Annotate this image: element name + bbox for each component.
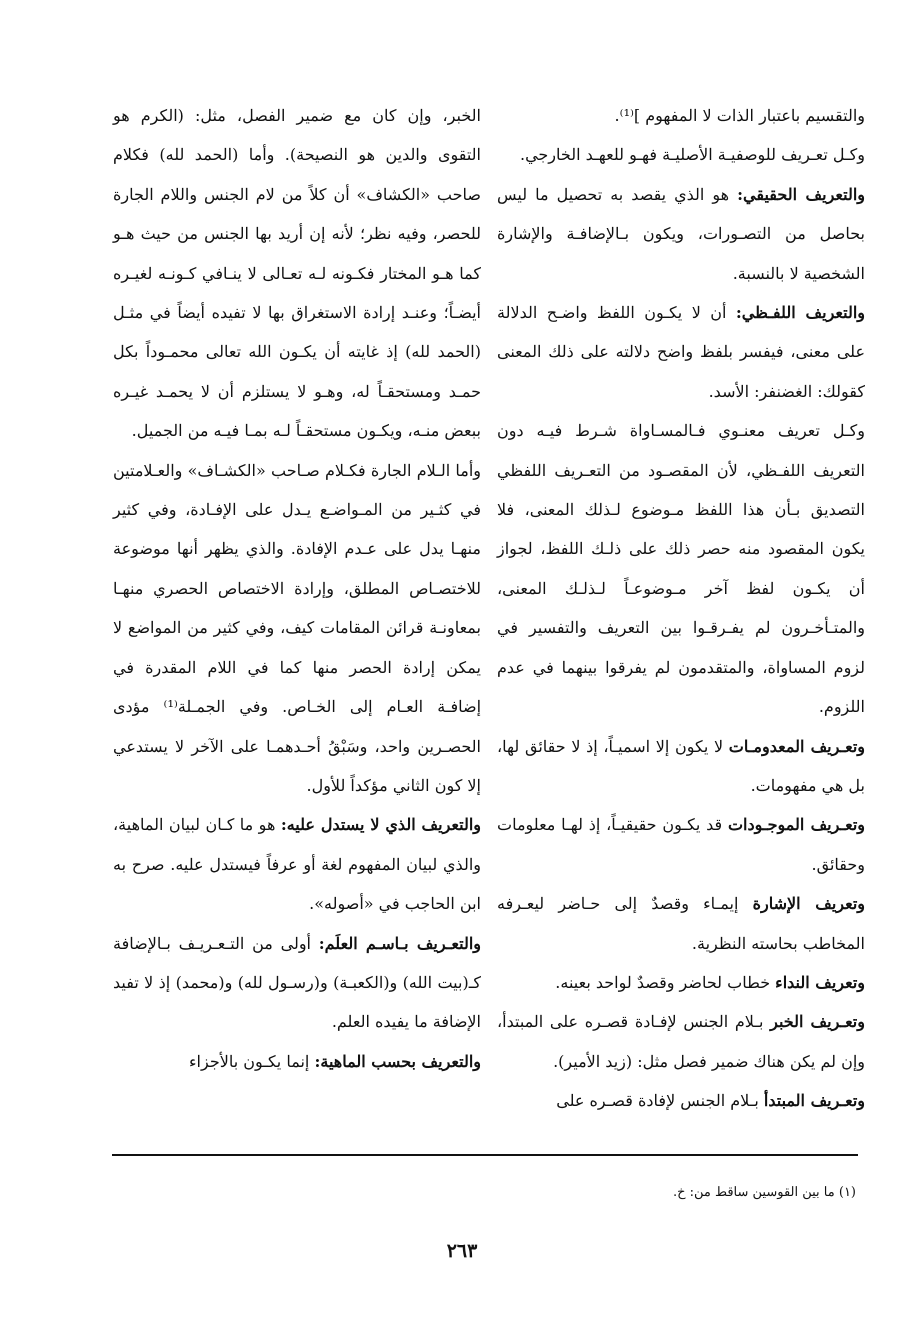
paragraph-text: لا يكون إلا اسميـاً، إذ لا حقائق لها، بل هي مفهومات. [497, 736, 865, 795]
paragraph-lead: والتعريف بحسب الماهية: [314, 1051, 481, 1071]
paragraph-text: وأما الـلام الجارة فكـلام صـاحب «الكشـاف» والعـلامتين في كثـير من المـواضـع يـدل على الإفـادة، وفي كثير منهـا يدل على عـدم الإفادة. والذي يظهر أنها موضوعة للاختصـاص المطلق، وإرادة الاختصاص الحصري منهـا بمعاونـة قرائن المقامات كيف، وفي كثير من المواضع لا يمكن إرادة الحصر منها كما في اللام المقدرة في إضافـة العـام إلى الخـاص. وفي الجمـلة⁽¹⁾ مؤدى الحصـرين واحد، وسَبْقُ أحـدهمـا على الآخر لا يستدعي إلا كون الثاني مؤكداً للأول. [113, 460, 482, 795]
paragraph-lead: وتعـريف المبتدأ [763, 1091, 865, 1111]
paragraph-text: أن لا يكـون اللفظ واضـح الدلالة على معنى، فيفسر بلفظ واضح دلالته على ذلك المعنى كقولك: الغضنفر: الأسد. [497, 303, 865, 401]
text-column-left [113, 96, 481, 1081]
paragraph-lead: وتعـريف المعدومـات [728, 736, 866, 756]
paragraph-text: خطاب لحاضر وقصدٌ لواحد بعينه. [555, 972, 776, 992]
paragraph [497, 175, 865, 293]
paragraph-lead: وتعـريف الخبر [770, 1012, 865, 1032]
paragraph [497, 1002, 865, 1081]
paragraph-text: بـلام الجنس لإفـادة قصـره على المبتدأ، وإن لم يكن هناك ضمير فصل مثل: (زيد الأمير). [497, 1012, 865, 1071]
paragraph [497, 884, 865, 963]
paragraph-text: أولى من التـعـريـف بـالإضافة كـ(بيت الله) و(الكعبـة) و(رسـول لله) و(محمد) إذ لا تفيد الإضافة ما يفيده العلم. [113, 933, 481, 1032]
paragraph-lead: وتعريف الإشارة [752, 894, 866, 914]
text-column-right [497, 96, 865, 1121]
paragraph-lead: والتعريف اللفـظي: [735, 303, 865, 323]
paragraph [113, 924, 481, 1042]
paragraph-text: الخبر، وإن كان مع ضمير الفصل، مثل: (الكرم هو التقوى والدين هو النصيحة). وأما (الحمد لله) فكلام صاحب «الكشاف» أن كلاً من لام الجنس واللام الجارة للحصر، وفيه نظر؛ لأنه إن أريد بها الجنس من حيث هـو كما هـو المختار فكـونه لـه تعـالى لا ينـافي كـونـه لغيـره أيضـاً؛ وعنـد إرادة الاستغراق بها لا تفيده أيضاً في مثـل (الحمد لله) إذ غايته أن يكـون الله تعالى محمـوداً بكل حمـد ومستحقـاً له، وهـو لا يستلزم أن لا يحمـد غيـره ببعض منـه، ويكـون مستحقـاً لـه بمـا فيـه من الجميل. [113, 106, 481, 441]
paragraph-lead: وتعريف النداء [775, 972, 865, 992]
paragraph-text: هو ما كـان لبيان الماهية، والذي لبيان المفهوم لغة أو عرفاً فيستدل عليه. صرح به ابن الحاجب في «أصوله». [113, 815, 481, 914]
paragraph [113, 1042, 481, 1081]
paragraph-text: إيمـاء وقصدٌ إلى حـاضر ليعـرفه المخاطب بحاسته النظرية. [497, 894, 865, 953]
paragraph [497, 963, 865, 1002]
paragraph-lead: والتعريف الذي لا يستدل عليه: [280, 815, 481, 835]
paragraph-lead: والتعريف الحقيقي: [737, 184, 865, 204]
page-number: ٢٦٣ [446, 1240, 478, 1262]
paragraph-text: وكـل تعريف معنـوي فـالمسـاواة شـرط فيـه دون التعريف اللفـظي، لأن المقصـود من التعـريف اللفظي التصديق بـأن هذا اللفظ مـوضوع لـذلك المعنى، فلا يكون المقصود منه حصر ذلك على ذلـك اللفظ، لجواز أن يكـون لفظ آخر مـوضوعـاً لـذلـك المعنى، والمتـأخـرون لم يفـرقـوا بين التعريف والتفسير في لزوم المساواة، والمتقدمون لم يفرقوا بينهما في عدم اللزوم. [497, 421, 865, 717]
paragraph-text: وكـل تعـريف للوصفيـة الأصليـة فهـو للعهـد الخارجي. [519, 145, 865, 165]
paragraph [113, 96, 481, 451]
paragraph [497, 805, 865, 884]
paragraph [497, 1081, 865, 1120]
paragraph [497, 411, 865, 726]
footnote-separator [112, 1154, 858, 1156]
paragraph [113, 451, 481, 806]
paragraph [113, 805, 481, 923]
paragraph-lead: والتعـريف بـاسـم العلَم: [318, 933, 481, 953]
paragraph-text: إنما يكـون بالأجزاء [189, 1051, 315, 1071]
paragraph-text: هو الذي يقصد به تحصيل ما ليس بحاصل من التصـورات، ويكون بـالإضافـة والإشارة الشخصية لا بالنسبة. [497, 184, 865, 283]
paragraph-text: بـلام الجنس لإفادة قصـره على [556, 1091, 764, 1111]
paragraph-text: قد يكـون حقيقيـاً، إذ لهـا معلومات وحقائق. [497, 815, 865, 874]
paragraph [497, 96, 865, 135]
paragraph-lead: وتعـريف الموجـودات [727, 815, 865, 835]
footnote: (١) ما بين القوسين ساقط من: خ. [672, 1185, 856, 1200]
paragraph [497, 135, 865, 174]
paragraph-text: والتقسيم باعتبار الذات لا المفهوم ]⁽¹⁾. [614, 106, 865, 125]
paragraph [497, 293, 865, 411]
paragraph [497, 727, 865, 806]
